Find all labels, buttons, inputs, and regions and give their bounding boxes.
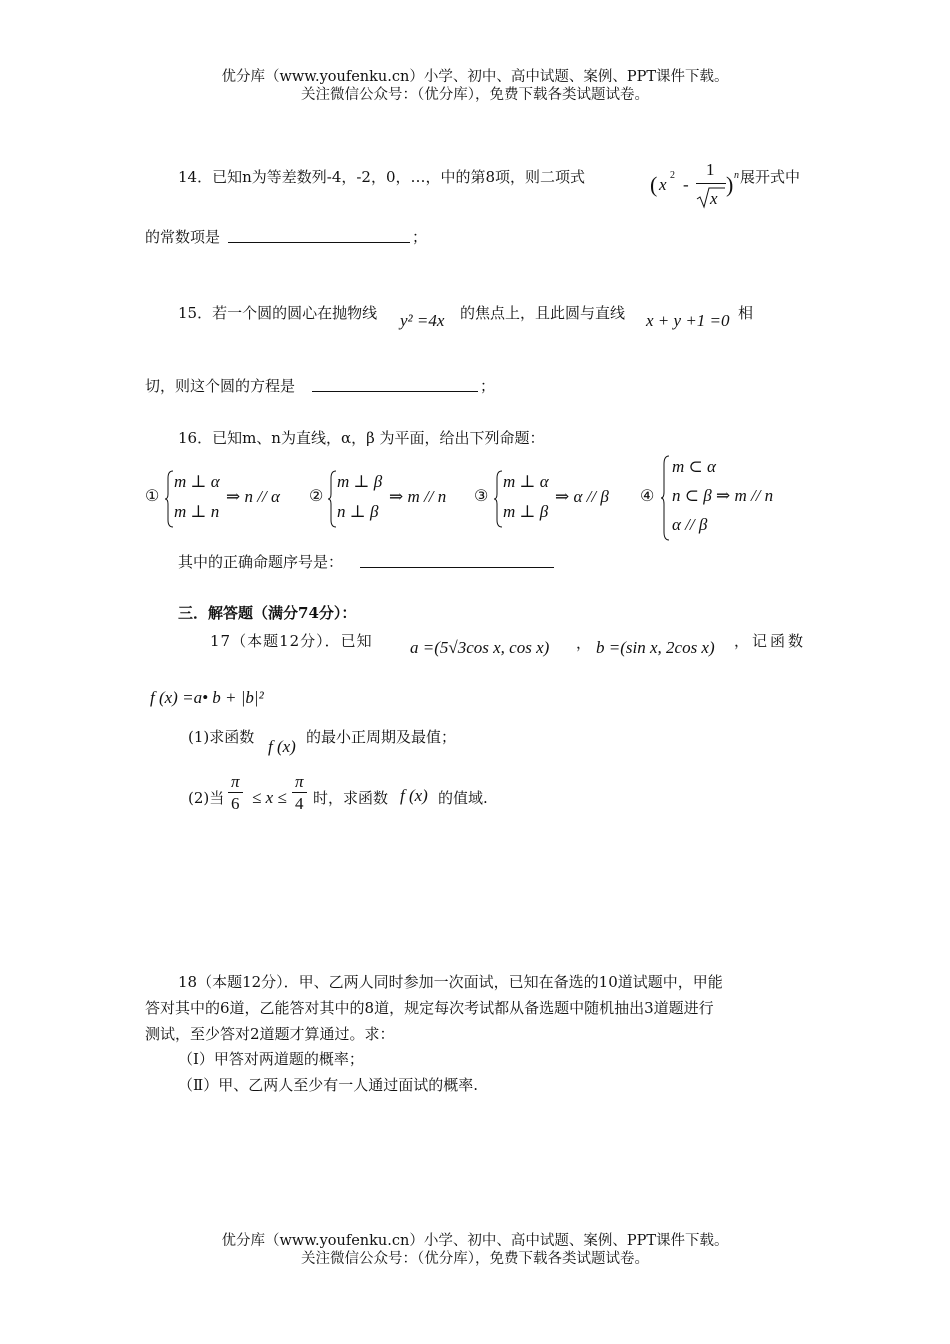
page-header-line-2: 关注微信公众号：（优分库），免费下载各类试题试卷。 [301, 87, 649, 103]
q17-function-definition: f (x) =a• b + |b|² [150, 688, 264, 707]
q14-frac-denominator: x [710, 189, 718, 208]
q15-text-start: 15．若一个圆的圆心在抛物线 [178, 304, 378, 322]
q14-paren-close: ) [726, 172, 734, 197]
q17-part1-function: f (x) [268, 737, 296, 756]
q16-proposition-2 [327, 470, 467, 528]
q14-text-expand: 展开式中 [740, 168, 801, 186]
q16-proposition-3 [493, 470, 633, 528]
q16-p3-line-2: m ⊥ β [503, 502, 549, 521]
q14-semicolon: ； [412, 228, 428, 246]
q14-text-constant-term: 的常数项是 [145, 228, 221, 246]
q16-p3-line-1: m ⊥ α [503, 472, 549, 491]
q17-text-function: ，记函数 [734, 632, 807, 650]
page-header-line-1: 优分库（www.youfenku.cn）小学、初中、高中试题、案例、PPT课件下载。 [221, 69, 729, 85]
q17-pi-numerator-2: π [292, 772, 307, 793]
q14-answer-blank [228, 228, 410, 243]
q15-text-tangent-1: 相 [738, 304, 754, 322]
q17-text-start: 17（本题12分）．已知 [210, 632, 373, 650]
q16-p1-brace-icon [164, 470, 174, 528]
q14-minus: - [683, 175, 689, 194]
q16-p1-line-2: m ⊥ n [174, 502, 220, 521]
q14-frac-numerator: 1 [706, 160, 715, 179]
q17-pi-numerator-1: π [228, 772, 243, 793]
q18-line-2: 答对其中的6道，乙能答对其中的8道，规定每次考试都从备选题中随机抽出3道题进行 [145, 999, 714, 1017]
q17-part1-start: (1)求函数 [188, 728, 255, 746]
q17-part1-end: 的最小正周期及最值； [306, 728, 457, 746]
q17-vector-a: a =(5√3cos x, cos x) [410, 638, 550, 657]
q15-text-tangent-2: 切，则这个圆的方程是 [145, 377, 296, 395]
q15-semicolon: ； [480, 377, 496, 395]
q15-line-equation: x + y +1 =0 [646, 311, 730, 330]
q16-p4-brace-icon [660, 455, 670, 541]
q16-p2-line-1: m ⊥ β [337, 472, 383, 491]
q15-parabola-equation: y² =4x [400, 311, 445, 330]
q17-fraction-pi-6 [228, 772, 243, 815]
q14-frac-bar [696, 183, 726, 184]
q16-answer-blank [360, 553, 554, 568]
q17-vector-b: b =(sin x, 2cos x) [596, 638, 715, 657]
q14-text-start: 14．已知n为等差数列-4，-2，0，…，中的第8项，则二项式 [178, 168, 586, 186]
q18-line-1: 18（本题12分）．甲、乙两人同时参加一次面试，已知在备选的10道试题中，甲能 [178, 973, 723, 991]
q16-p2-label: ② [309, 486, 324, 505]
q17-part2-end: 的值域. [438, 789, 488, 807]
q18-line-3: 测试，至少答对2道题才算通过。求： [145, 1025, 395, 1043]
q15-text-middle: 的焦点上，且此圆与直线 [460, 304, 626, 322]
q16-p3-conclusion: ⇒ α // β [555, 487, 609, 506]
q14-x: x [659, 175, 667, 194]
q17-separator: ， [576, 634, 592, 652]
q15-answer-blank [312, 377, 478, 392]
q16-p2-line-2: n ⊥ β [337, 502, 379, 521]
page-footer-line-2: 关注微信公众号：（优分库），免费下载各类试题试卷。 [301, 1251, 649, 1267]
q16-p2-brace-icon [327, 470, 337, 528]
q16-p4-line-3: α // β [672, 515, 708, 534]
q14-exponent-n: n [734, 170, 739, 181]
section-3-title: 三．解答题（满分74分）： [178, 604, 357, 622]
q17-fraction-pi-4 [292, 772, 307, 815]
q16-answer-prompt: 其中的正确命题序号是： [178, 553, 344, 571]
q16-p1-conclusion: ⇒ n // α [226, 487, 280, 506]
q16-p3-brace-icon [493, 470, 503, 528]
q17-part2-middle: 时，求函数 [313, 789, 389, 807]
q16-p3-label: ③ [474, 486, 489, 505]
q16-p4-line-1: m ⊂ α [672, 457, 716, 476]
q16-proposition-4 [660, 455, 810, 541]
q14-paren-open: ( [650, 172, 658, 197]
q17-part2-start: (2)当 [188, 789, 225, 807]
q16-p4-label: ④ [640, 486, 655, 505]
q17-inequality: ≤ x ≤ [252, 788, 287, 807]
q17-denominator-4: 4 [295, 794, 304, 813]
page-footer-line-1: 优分库（www.youfenku.cn）小学、初中、高中试题、案例、PPT课件下载。 [221, 1233, 729, 1249]
q16-proposition-1 [164, 470, 304, 528]
q14-exponent-2: 2 [670, 170, 675, 181]
q16-p1-line-1: m ⊥ α [174, 472, 220, 491]
q17-part2-function: f (x) [400, 786, 428, 805]
q16-intro: 16．已知m、n为直线，α，β 为平面，给出下列命题： [178, 429, 545, 447]
q16-p2-conclusion: ⇒ m // n [389, 487, 447, 506]
q17-denominator-6: 6 [231, 794, 240, 813]
q18-part-2: （Ⅱ）甲、乙两人至少有一人通过面试的概率. [178, 1076, 478, 1094]
q16-p1-label: ① [145, 486, 160, 505]
q16-p4-line-2: n ⊂ β ⇒ m // n [672, 486, 774, 505]
q18-part-1: （Ⅰ）甲答对两道题的概率； [178, 1050, 364, 1068]
